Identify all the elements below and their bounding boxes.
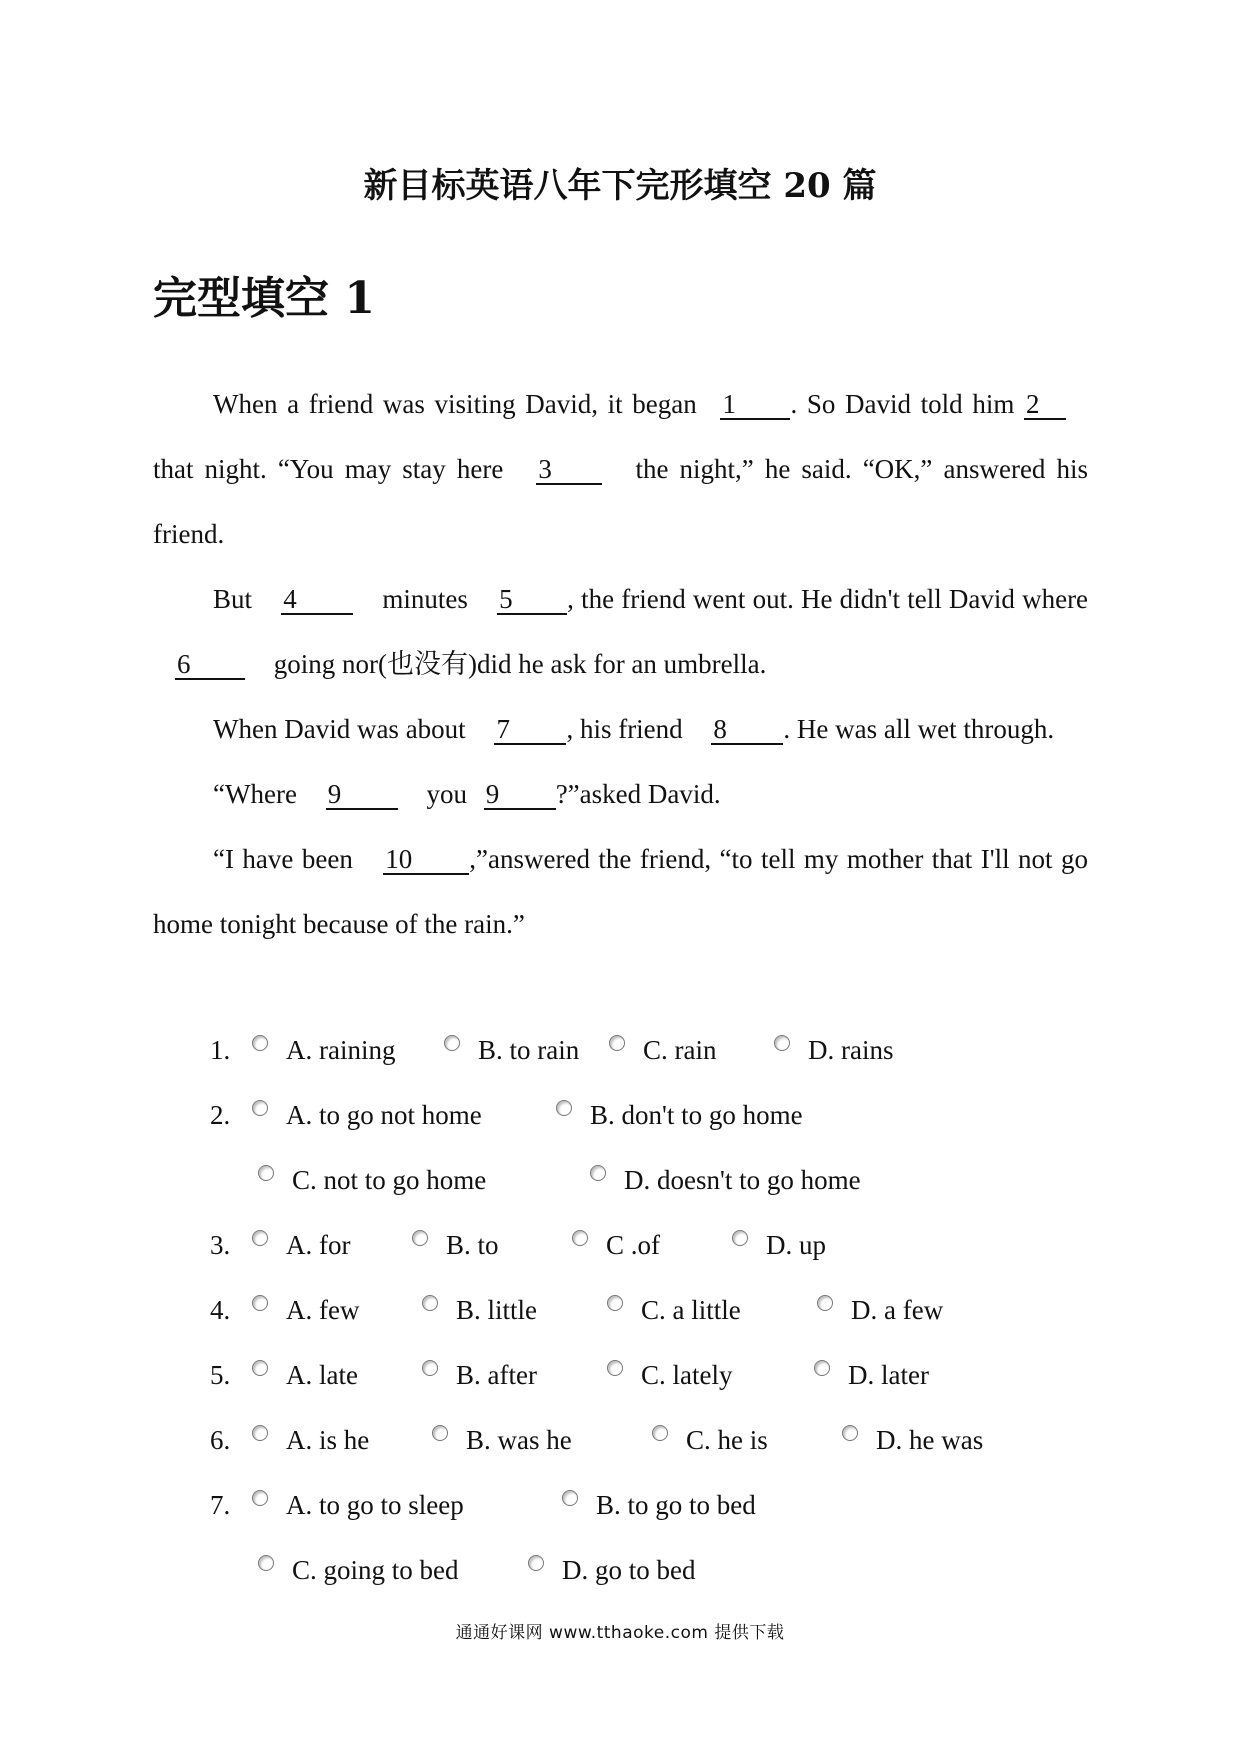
passage-text: minutes [382, 584, 468, 614]
passage-text: the night,” he said. “OK,” answered his friend. [153, 454, 1089, 549]
radio-icon[interactable] [422, 1295, 438, 1311]
option-label: D. up [766, 1230, 826, 1260]
option-choice[interactable] [422, 1360, 597, 1391]
passage-text: that night. “You may stay here [153, 454, 504, 484]
blank-6: 6 [175, 651, 245, 680]
passage-text: ?”asked David. [555, 779, 721, 809]
blank-3: 3 [536, 456, 602, 485]
radio-icon[interactable] [607, 1360, 623, 1376]
radio-icon[interactable] [412, 1230, 428, 1246]
option-choice[interactable] [590, 1165, 861, 1196]
option-label: D. a few [851, 1295, 944, 1325]
option-choice[interactable] [412, 1230, 562, 1261]
radio-icon[interactable] [252, 1490, 268, 1506]
option-label: C. lately [641, 1360, 733, 1390]
option-label: C. going to bed [292, 1555, 459, 1585]
option-label: C .of [606, 1230, 660, 1260]
option-label: C. a little [641, 1295, 741, 1325]
radio-icon[interactable] [252, 1100, 268, 1116]
question-number: 5. [210, 1360, 231, 1390]
option-choice[interactable] [252, 1490, 552, 1521]
paragraph-5 [153, 827, 1088, 957]
option-choice[interactable] [258, 1555, 518, 1586]
option-label: D. later [848, 1360, 929, 1390]
option-label: B. to go to bed [596, 1490, 756, 1520]
option-choice[interactable] [444, 1035, 599, 1066]
question-number: 7. [210, 1490, 231, 1520]
radio-icon[interactable] [590, 1165, 606, 1181]
passage-text: , the friend went out. He didn't tell David where [567, 584, 1089, 614]
option-choice[interactable] [252, 1295, 412, 1326]
option-label: D. he was [876, 1425, 984, 1455]
question-number: 4. [210, 1295, 231, 1325]
question-row [210, 1083, 1110, 1148]
radio-icon[interactable] [258, 1555, 274, 1571]
option-label: B. was he [466, 1425, 572, 1455]
footer-credit: 通通好课网 www.tthaoke.com 提供下载 [455, 1623, 785, 1643]
option-choice[interactable] [774, 1035, 893, 1066]
radio-icon[interactable] [556, 1100, 572, 1116]
passage-text: going nor(也没有)did he ask for an umbrella. [273, 649, 767, 679]
radio-icon[interactable] [652, 1425, 668, 1441]
option-choice[interactable] [562, 1490, 756, 1521]
paragraph-1 [153, 372, 1088, 567]
blank-9b: 9 [484, 781, 556, 810]
question-list [210, 1018, 1110, 1603]
option-label: A. raining [286, 1035, 396, 1065]
blank-2: 2 [1024, 391, 1066, 420]
question-row [210, 1408, 1110, 1473]
option-label: A. few [286, 1295, 360, 1325]
radio-icon[interactable] [732, 1230, 748, 1246]
option-choice[interactable] [252, 1425, 422, 1456]
question-number: 1. [210, 1035, 231, 1065]
radio-icon[interactable] [252, 1360, 268, 1376]
radio-icon[interactable] [252, 1295, 268, 1311]
radio-icon[interactable] [817, 1295, 833, 1311]
section-heading: 完型填空 1 [153, 273, 375, 324]
question-row-continued [210, 1148, 1110, 1213]
passage-text: , his friend [566, 714, 683, 744]
option-choice[interactable] [842, 1425, 983, 1456]
option-choice[interactable] [528, 1555, 695, 1586]
question-number: 2. [210, 1100, 231, 1130]
question-number: 3. [210, 1230, 231, 1260]
question-row [210, 1278, 1110, 1343]
question-row [210, 1213, 1110, 1278]
passage [153, 372, 1088, 957]
blank-8: 8 [711, 716, 783, 745]
radio-icon[interactable] [842, 1425, 858, 1441]
radio-icon[interactable] [609, 1035, 625, 1051]
option-choice[interactable] [609, 1035, 764, 1066]
passage-text: ,”answered the friend, “to tell my mother that I'll not go home tonight because of the rain.” [153, 844, 1088, 939]
radio-icon[interactable] [774, 1035, 790, 1051]
option-label: B. little [456, 1295, 537, 1325]
option-choice[interactable] [607, 1295, 807, 1326]
radio-icon[interactable] [572, 1230, 588, 1246]
passage-text: But [213, 584, 253, 614]
passage-text: . So David told him [790, 389, 1015, 419]
paragraph-2 [153, 567, 1088, 697]
option-label: C. not to go home [292, 1165, 487, 1195]
radio-icon[interactable] [432, 1425, 448, 1441]
option-label: D. doesn't to go home [624, 1165, 861, 1195]
paragraph-3 [153, 697, 1088, 762]
option-choice[interactable] [732, 1230, 826, 1261]
option-choice[interactable] [252, 1230, 402, 1261]
question-row [210, 1343, 1110, 1408]
question-row [210, 1018, 1110, 1083]
passage-text: “Where [213, 779, 297, 809]
option-choice[interactable] [432, 1425, 642, 1456]
blank-5: 5 [497, 586, 567, 615]
option-label: A. to go to sleep [286, 1490, 464, 1520]
radio-icon[interactable] [562, 1490, 578, 1506]
radio-icon[interactable] [444, 1035, 460, 1051]
option-label: A. for [286, 1230, 351, 1260]
option-label: A. is he [286, 1425, 370, 1455]
blank-10: 10 [383, 846, 469, 875]
option-choice[interactable] [252, 1100, 546, 1131]
radio-icon[interactable] [422, 1360, 438, 1376]
option-label: A. to go not home [286, 1100, 482, 1130]
option-choice[interactable] [814, 1360, 929, 1391]
option-label: C. rain [643, 1035, 717, 1065]
document-title: 新目标英语八年下完形填空 20 篇 [363, 166, 877, 206]
option-label: A. late [286, 1360, 358, 1390]
radio-icon[interactable] [252, 1230, 268, 1246]
option-choice[interactable] [817, 1295, 943, 1326]
option-label: B. to rain [478, 1035, 580, 1065]
question-row-continued [210, 1538, 1110, 1603]
question-row [210, 1473, 1110, 1538]
radio-icon[interactable] [258, 1165, 274, 1181]
option-choice[interactable] [607, 1360, 804, 1391]
option-label: D. rains [808, 1035, 894, 1065]
blank-9a: 9 [326, 781, 398, 810]
passage-text: you [426, 779, 467, 809]
option-label: B. after [456, 1360, 537, 1390]
option-choice[interactable] [258, 1165, 580, 1196]
option-choice[interactable] [252, 1035, 434, 1066]
option-label: D. go to bed [562, 1555, 696, 1585]
option-choice[interactable] [652, 1425, 832, 1456]
passage-text: When a friend was visiting David, it began [213, 389, 697, 419]
paragraph-4 [153, 762, 1088, 827]
option-choice[interactable] [252, 1360, 412, 1391]
option-choice[interactable] [556, 1100, 803, 1131]
option-choice[interactable] [572, 1230, 722, 1261]
radio-icon[interactable] [252, 1035, 268, 1051]
option-choice[interactable] [422, 1295, 597, 1326]
option-label: B. to [446, 1230, 499, 1260]
radio-icon[interactable] [528, 1555, 544, 1571]
option-label: B. don't to go home [590, 1100, 803, 1130]
blank-7: 7 [494, 716, 566, 745]
option-label: C. he is [686, 1425, 768, 1455]
passage-text: When David was about [213, 714, 466, 744]
passage-text: . He was all wet through. [783, 714, 1055, 744]
passage-text: “I have been [213, 844, 353, 874]
blank-1: 1 [720, 391, 790, 420]
radio-icon[interactable] [252, 1425, 268, 1441]
blank-4: 4 [281, 586, 353, 615]
question-number: 6. [210, 1425, 231, 1455]
radio-icon[interactable] [814, 1360, 830, 1376]
radio-icon[interactable] [607, 1295, 623, 1311]
